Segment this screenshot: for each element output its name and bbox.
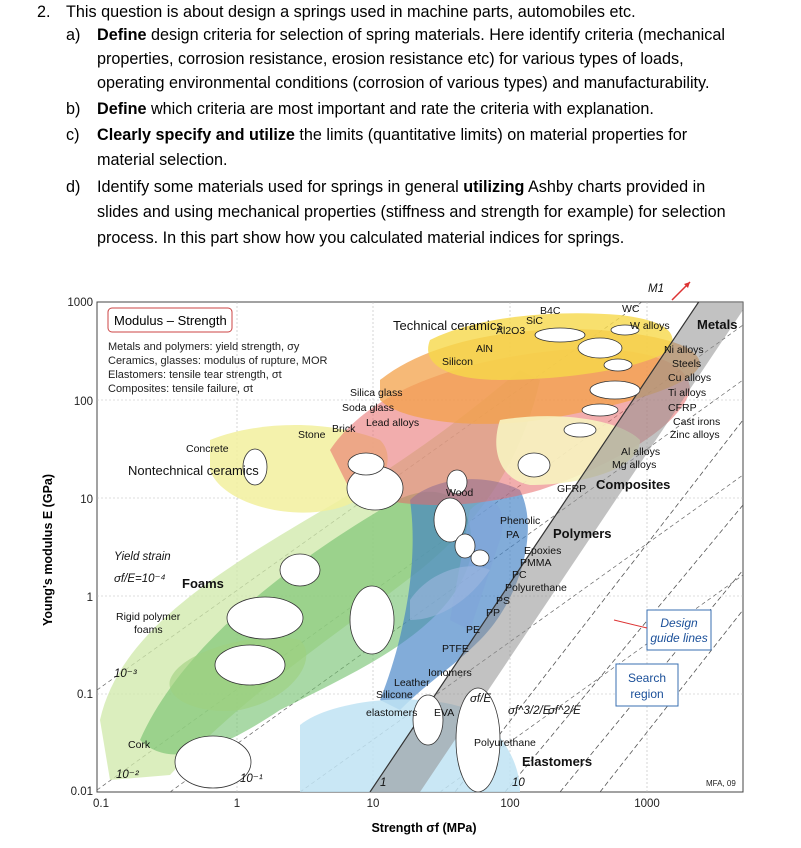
material-label: Wood — [446, 487, 474, 499]
material-label: SiC — [526, 315, 543, 327]
x-axis-label: Strength σf (MPa) — [371, 821, 477, 835]
material-label: PC — [512, 569, 527, 581]
material-label: Lead alloys — [366, 417, 420, 429]
part-b-line-1: Define which criteria are most important and rate the criteria with explanation. — [97, 100, 654, 118]
material-label: EVA — [434, 707, 455, 719]
yield-strain-value: σf/E=10⁻⁴ — [114, 573, 166, 585]
part-c-line-1: Clearly specify and utilize the limits (quantitative limits) on material properties for — [97, 126, 688, 144]
chart-credit: MFA, 09 — [706, 779, 736, 788]
material-label: Epoxies — [524, 545, 562, 557]
part-b-label: b) — [66, 100, 81, 118]
part-a-line-1: Define design criteria for selection of spring materials. Here identify criteria (mechanical — [97, 26, 725, 44]
y-tick-label: 100 — [73, 396, 93, 408]
material-label: PTFE — [442, 643, 469, 655]
material-label: Silicone — [376, 689, 413, 701]
material-label: Silica glass — [350, 387, 403, 399]
material-label: Polyurethane — [505, 582, 567, 594]
material-label: Silicon — [442, 356, 473, 368]
material-label: W alloys — [630, 320, 670, 332]
material-label: Steels — [672, 358, 702, 370]
part-c-line-2: material selection. — [97, 151, 228, 169]
question-intro: This question is about design a springs used in machine parts, automobiles etc. — [66, 3, 636, 21]
material-label: elastomers — [366, 707, 418, 719]
material-label: Mg alloys — [612, 459, 657, 471]
x-axis-ticks — [93, 798, 660, 810]
material-label: Cu alloys — [668, 372, 712, 384]
material-label: Al alloys — [621, 446, 661, 458]
yield-strain-value: 1 — [380, 777, 387, 789]
y-tick-label: 1000 — [67, 297, 93, 309]
material-label: PS — [496, 595, 511, 607]
material-label: Leather — [394, 677, 430, 689]
family-label: Composites — [596, 477, 671, 492]
y-tick-label: 10 — [80, 494, 93, 506]
yield-strain-value: 10⁻¹ — [240, 773, 263, 785]
material-label: Ionomers — [428, 667, 472, 679]
material-label: Cast irons — [673, 416, 721, 428]
subtitle-line: Ceramics, glasses: modulus of rupture, MOR — [108, 355, 328, 367]
index-label: σf^3/2/E — [508, 705, 551, 717]
material-label: Polyurethane — [474, 737, 536, 749]
material-label: Soda glass — [342, 402, 394, 414]
yield-strain-value: 10⁻² — [116, 769, 139, 781]
x-tick-label: 10 — [366, 798, 380, 810]
material-label: foams — [134, 624, 163, 636]
yield-strain-value: 10 — [512, 777, 525, 789]
index-label: σf/E — [470, 693, 491, 705]
material-label: WC — [622, 303, 640, 315]
part-a-line-2: properties, corrosion resistance, erosion resistance etc) for various types of loads, — [97, 50, 684, 68]
family-label: Metals — [697, 317, 738, 332]
yield-strain-value: 10⁻³ — [114, 668, 137, 680]
design-guide-label: Design guide lines — [650, 616, 708, 645]
material-label: Rigid polymer — [116, 611, 181, 623]
material-label: Stone — [298, 429, 326, 441]
part-c-label: c) — [66, 126, 80, 144]
material-label: Zinc alloys — [670, 429, 720, 441]
x-tick-label: 1 — [233, 798, 241, 810]
part-d-line-2: slides and using mechanical properties (stiffness and strength for example) for selection — [97, 203, 726, 221]
material-label: B4C — [540, 305, 561, 317]
material-label: PA — [506, 529, 520, 541]
part-a-label: a) — [66, 26, 81, 44]
family-label: Elastomers — [522, 754, 593, 769]
subtitle-line: Composites: tensile failure, σt — [108, 383, 253, 395]
material-label: Al2O3 — [496, 325, 526, 337]
material-label: PE — [466, 624, 481, 636]
part-d-label: d) — [66, 178, 81, 196]
ashby-chart — [0, 270, 801, 843]
family-label: Technical ceramics — [393, 318, 503, 333]
material-label: Ni alloys — [664, 344, 704, 356]
material-label: PMMA — [520, 557, 552, 569]
question-number: 2. — [37, 3, 51, 21]
material-label: Brick — [332, 423, 356, 435]
material-label: Ti alloys — [668, 387, 707, 399]
material-label: Concrete — [186, 443, 229, 455]
family-label: Foams — [182, 576, 224, 591]
y-axis-label: Young's modulus E (GPa) — [41, 473, 55, 627]
y-axis-ticks — [67, 297, 93, 798]
search-region-label: Search region — [627, 671, 667, 701]
material-label: PP — [486, 607, 501, 619]
x-tick-label: 1000 — [634, 798, 660, 810]
index-label: σf^2/E — [548, 705, 581, 717]
x-tick-label: 100 — [500, 798, 520, 810]
subtitle-line: Elastomers: tensile tear strength, σt — [108, 369, 282, 381]
y-tick-label: 1 — [86, 592, 93, 604]
family-label: Nontechnical ceramics — [128, 463, 259, 478]
chart-title: Modulus – Strength — [114, 313, 227, 328]
y-tick-label: 0.01 — [70, 786, 93, 798]
ashby-chart-svg — [0, 270, 801, 843]
index-label: M1 — [648, 283, 664, 295]
part-d-line-3: process. In this part show how you calculated material indices for springs. — [97, 229, 625, 247]
family-label: Polymers — [553, 526, 612, 541]
part-a-line-3: operating environmental conditions (corrosion of various types) and manufacturability. — [97, 74, 710, 92]
material-label: Cork — [128, 739, 151, 751]
yield-strain-title: Yield strain — [114, 551, 171, 563]
material-label: CFRP — [668, 402, 697, 414]
subtitle-line: Metals and polymers: yield strength, σy — [108, 341, 300, 353]
material-label: Phenolic — [500, 515, 541, 527]
material-label: GFRP — [557, 483, 587, 495]
x-tick-label: 0.1 — [93, 798, 109, 810]
y-tick-label: 0.1 — [77, 689, 93, 701]
part-d-line-1: Identify some materials used for springs in general utilizing Ashby charts provided in — [97, 178, 706, 196]
material-label: AlN — [476, 343, 493, 355]
